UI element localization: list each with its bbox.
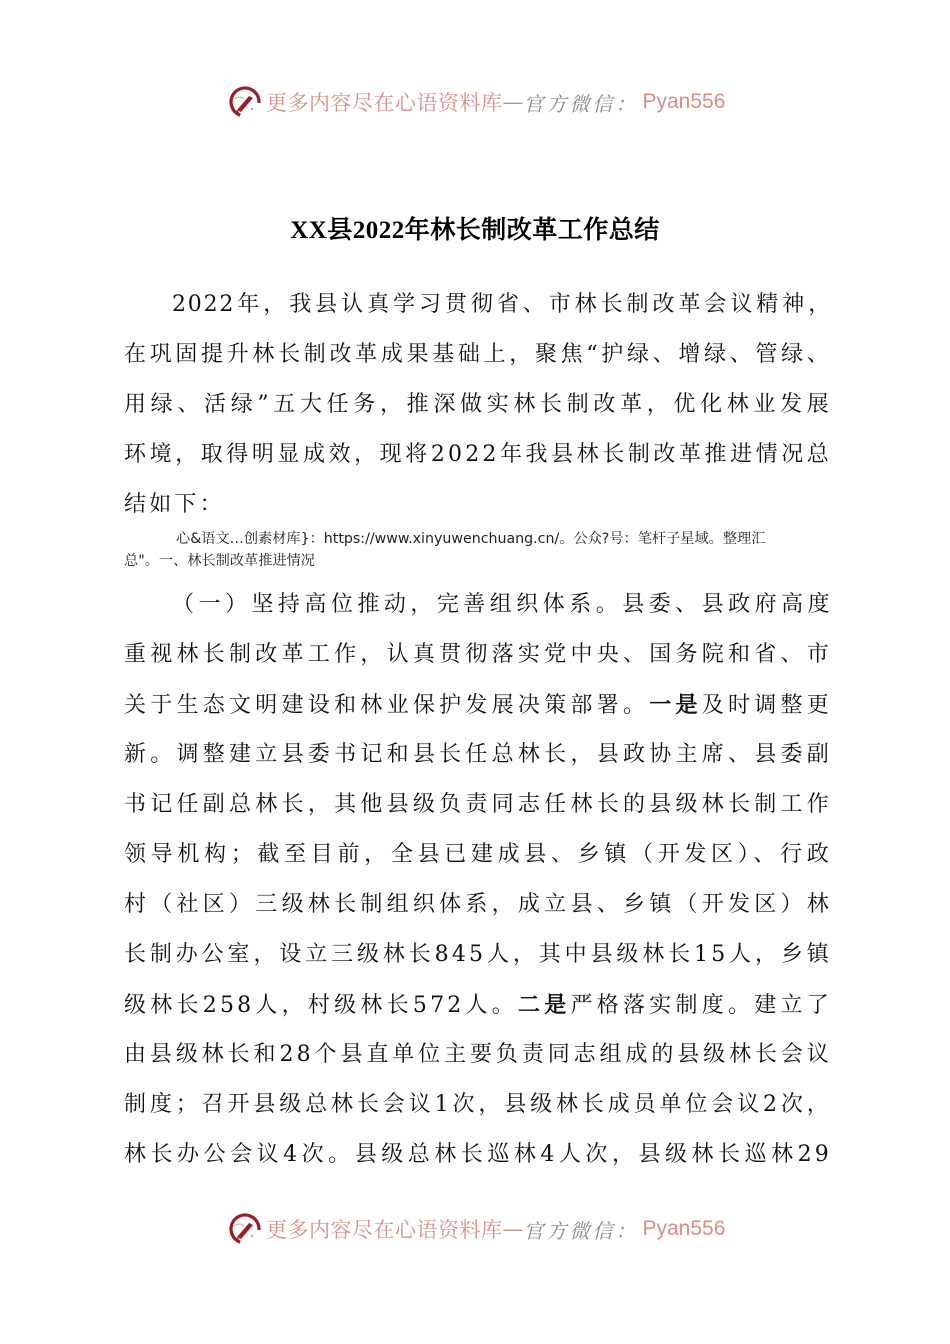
body-text-span: 重视林长制改革工作，认真贯彻落实党中央、国务院和省、市 [124, 642, 832, 667]
section-line [124, 730, 832, 780]
quill-pen-logo-icon [228, 1212, 262, 1246]
section-line [124, 980, 832, 1030]
body-text-span: （一）坚持高位推动，完善组织体系。县委、县政府高度 [172, 592, 832, 617]
section-line [124, 1080, 832, 1130]
emphasis-text: 二是 [518, 992, 571, 1018]
banner-separator: — [502, 1217, 524, 1241]
intro-line: 2022年，我县认真学习贯彻省、市林长制改革会议精神， [172, 292, 832, 317]
note-line: 总"。一、林长制改革推进情况 [124, 553, 315, 569]
footer-watermark-banner [228, 1209, 728, 1249]
intro-paragraph [124, 280, 832, 530]
section-line [124, 830, 832, 880]
body-text-span: 由县级林长和28个县直单位主要负责同志组成的县级林长会议 [124, 1042, 832, 1067]
banner-separator: — [502, 90, 524, 114]
body-text-span: 级林长258人，村级林长572人。 [124, 993, 519, 1018]
section-line [124, 880, 832, 930]
banner-label: 官方微信： [523, 1218, 639, 1243]
source-note [124, 528, 832, 572]
body-text-span: 关于生态文明建设和林业保护发展决策部署。 [124, 693, 650, 718]
section-line [124, 1030, 832, 1080]
body-text-span: 制度；召开县级总林长会议1次，县级林长成员单位会议2次， [124, 1092, 832, 1117]
banner-text: 更多内容尽在心语资料库 [266, 91, 503, 115]
banner-label: 官方微信： [523, 91, 639, 116]
section-line [124, 580, 832, 630]
body-text-span: 严格落实制度。建立了 [570, 993, 832, 1018]
note-line: 心&语文…创素材库}：https://www.xinyuwenchuang.cn/。公众?号：笔杆子星域。整理汇 [176, 531, 766, 547]
body-text-span: 书记任副总林长，其他县级负责同志任林长的县级林长制工作 [124, 792, 832, 817]
body-text-span: 林长办公会议4次。县级总林长巡林4人次，县级林长巡林29 [124, 1142, 832, 1167]
banner-wechat-id: Pyan556 [642, 1217, 726, 1240]
banner-text: 更多内容尽在心语资料库 [266, 1218, 503, 1242]
section-line [124, 1130, 832, 1180]
header-watermark-banner [228, 82, 728, 122]
intro-line: 用绿、活绿”五大任务，推深做实林长制改革，优化林业发展 [124, 392, 832, 417]
quill-pen-logo-icon [228, 85, 262, 119]
intro-line: 在巩固提升林长制改革成果基础上，聚焦“护绿、增绿、管绿、 [124, 342, 832, 367]
section-line [124, 630, 832, 680]
section-line [124, 930, 832, 980]
document-title: XX县2022年林长制改革工作总结 [290, 217, 660, 244]
body-text-span: 长制办公室，设立三级林长845人，其中县级林长15人，乡镇 [124, 942, 832, 967]
body-text-span: 及时调整更 [701, 693, 832, 718]
body-text-span: 领导机构；截至目前，全县已建成县、乡镇（开发区）、行政 [124, 842, 832, 867]
section-1-paragraph [124, 580, 832, 1180]
body-text-span: 新。调整建立县委书记和县长任总林长，县政协主席、县委副 [124, 742, 832, 767]
intro-line: 环境，取得明显成效，现将2022年我县林长制改革推进情况总 [124, 442, 832, 467]
section-line [124, 780, 832, 830]
emphasis-text: 一是 [649, 692, 702, 718]
section-line [124, 680, 832, 730]
intro-line: 结如下： [124, 492, 225, 517]
banner-wechat-id: Pyan556 [642, 90, 726, 113]
body-text-span: 村（社区）三级林长制组织体系，成立县、乡镇（开发区）林 [124, 892, 832, 917]
